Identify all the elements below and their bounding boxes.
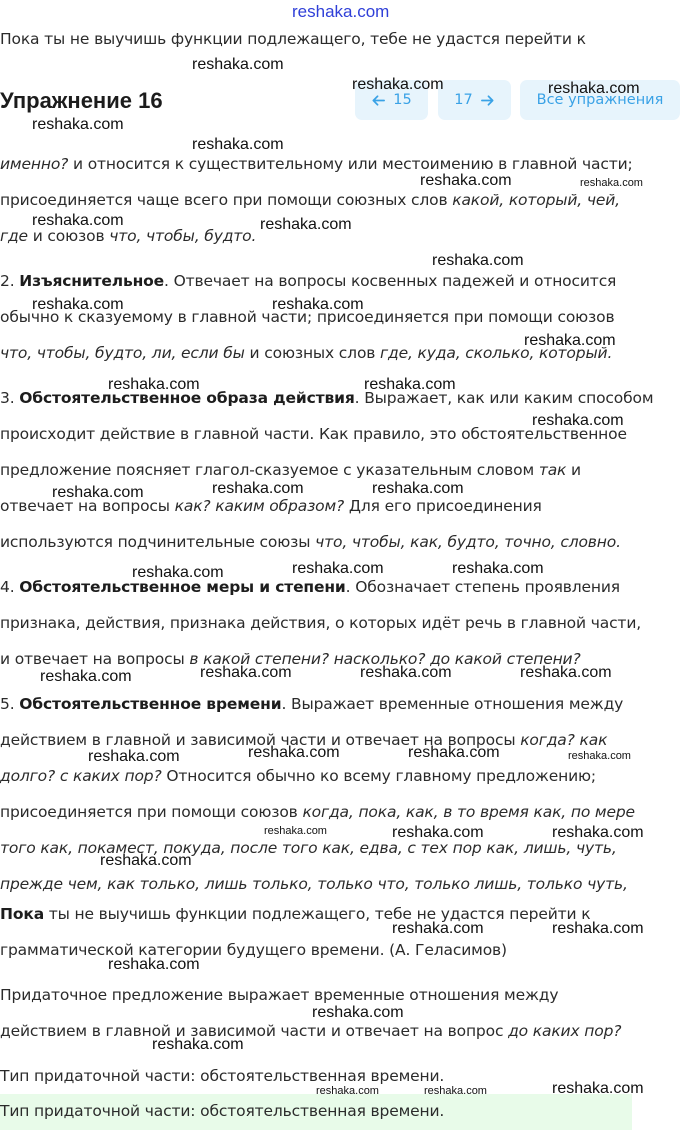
text-italic: что, чтобы, будто. xyxy=(109,227,257,245)
list-number: 3. xyxy=(0,389,20,407)
watermark: reshaka.com xyxy=(524,332,616,349)
text-italic: прежде чем, как только, лишь только, только что, только лишь, только чуть, xyxy=(0,875,628,893)
text-span: происходит действие в главной части. Как правило, это обстоятельственное xyxy=(0,425,627,443)
text-italic: когда, пока, как, в то время как, по мере xyxy=(302,803,635,821)
text-italic: что, чтобы, будто, ли, если бы xyxy=(0,344,245,362)
watermark: reshaka.com xyxy=(292,560,384,577)
text-span: Придаточное предложение выражает временные отношения между xyxy=(0,986,559,1004)
watermark: reshaka.com xyxy=(552,824,644,841)
watermark: reshaka.com xyxy=(248,744,340,761)
text-span: . Отвечает на вопросы косвенных падежей и относится xyxy=(164,272,617,290)
watermark: reshaka.com xyxy=(392,824,484,841)
text-span: ты не выучишь функции подлежащего, тебе не удастся перейти к xyxy=(44,905,591,923)
text-line xyxy=(0,941,507,959)
next-exercise-label: 17 xyxy=(454,92,473,108)
watermark: reshaka.com xyxy=(372,480,464,497)
text-span: Тип придаточной части: обстоятельственная времени. xyxy=(0,1067,445,1085)
watermark: reshaka.com xyxy=(40,668,132,685)
watermark: reshaka.com xyxy=(200,664,292,681)
text-line xyxy=(0,272,616,290)
text-italic: когда? как xyxy=(520,731,608,749)
text-span: присоединяется чаще всего при помощи союзных слов xyxy=(0,191,453,209)
prev-exercise-label: 15 xyxy=(393,92,412,108)
watermark: reshaka.com xyxy=(132,564,224,581)
watermark: reshaka.com xyxy=(360,664,452,681)
text-span: действием в главной и зависимой части и отвечает на вопросы xyxy=(0,731,521,749)
text-span: . Выражает, как или каким способом xyxy=(354,389,654,407)
text-italic: где xyxy=(0,227,28,245)
text-line xyxy=(0,875,628,893)
answer-text xyxy=(0,1102,444,1120)
text-span: и отвечает на вопросы xyxy=(0,650,190,668)
watermark: reshaka.com xyxy=(108,376,200,393)
text-span: и xyxy=(566,461,581,479)
watermark: reshaka.com xyxy=(192,136,284,153)
watermark: reshaka.com xyxy=(108,956,200,973)
text-italic: именно? xyxy=(0,155,69,173)
text-line xyxy=(0,389,653,407)
list-number: 5. xyxy=(0,695,20,713)
watermark: reshaka.com xyxy=(568,750,631,762)
text-span: Пока ты не выучишь функции подлежащего, тебе не удастся перейти к xyxy=(0,30,586,48)
text-line xyxy=(0,461,581,479)
watermark: reshaka.com xyxy=(432,252,524,269)
watermark: reshaka.com xyxy=(272,296,364,313)
watermark: reshaka.com xyxy=(264,825,327,837)
text-italic: до каких пор? xyxy=(508,1022,622,1040)
watermark: reshaka.com xyxy=(312,1004,404,1021)
page-title: Упражнение 16 xyxy=(0,88,163,113)
text-span: Относится обычно ко всему главному предложению; xyxy=(161,767,596,785)
all-exercises-label: Все упражнения xyxy=(536,92,664,108)
term-bold: Пока xyxy=(0,905,45,923)
next-exercise-button[interactable] xyxy=(438,80,511,120)
watermark: reshaka.com xyxy=(364,376,456,393)
watermark: reshaka.com xyxy=(192,56,284,73)
text-line xyxy=(0,803,635,821)
text-line xyxy=(0,839,617,857)
watermark: reshaka.com xyxy=(552,1080,644,1097)
text-italic: того как, покамест, покуда, после того как, едва, с тех пор как, лишь, чуть, xyxy=(0,839,617,857)
watermark: reshaka.com xyxy=(420,172,512,189)
list-number: 4. xyxy=(0,578,20,596)
term-bold: Изъяснительное xyxy=(19,272,165,290)
text-span: и союзов xyxy=(27,227,110,245)
text-line xyxy=(0,905,590,923)
text-italic: в какой степени? насколько? до какой степени? xyxy=(189,650,581,668)
watermark: reshaka.com xyxy=(408,744,500,761)
watermark: reshaka.com xyxy=(152,1036,244,1053)
text-span: действием в главной и зависимой части и отвечает на вопрос xyxy=(0,1022,509,1040)
text-italic: где, куда, сколько, который. xyxy=(380,344,613,362)
text-italic: какой, который, чей, xyxy=(452,191,620,209)
text-span: используются подчинительные союзы xyxy=(0,533,316,551)
watermark: reshaka.com xyxy=(32,296,124,313)
watermark: reshaka.com xyxy=(100,852,192,869)
watermark: reshaka.com xyxy=(212,480,304,497)
text-line xyxy=(0,533,621,551)
text-line xyxy=(0,767,596,785)
text-span: и относится к существительному или местоимению в главной части; xyxy=(68,155,633,173)
text-span: грамматической категории будущего времени. (А. Геласимов) xyxy=(0,941,507,959)
watermark: reshaka.com xyxy=(452,560,544,577)
text-span: . Обозначает степень проявления xyxy=(345,578,620,596)
watermark: reshaka.com xyxy=(424,1085,487,1097)
text-line xyxy=(0,695,623,713)
text-span: Тип придаточной части: обстоятельственная времени. xyxy=(0,1102,445,1120)
text-line xyxy=(0,155,633,173)
watermark: reshaka.com xyxy=(392,920,484,937)
text-span: отвечает на вопросы xyxy=(0,497,175,515)
text-span: обычно к сказуемому в главной части; присоединяется при помощи союзов xyxy=(0,308,615,326)
text-span: предложение поясняет глагол-сказуемое с указательным словом xyxy=(0,461,539,479)
watermark: reshaka.com xyxy=(548,80,640,97)
text-italic: долго? с каких пор? xyxy=(0,767,162,785)
watermark: reshaka.com xyxy=(260,216,352,233)
watermark: reshaka.com xyxy=(316,1085,379,1097)
text-line xyxy=(0,614,641,632)
watermark: reshaka.com xyxy=(520,664,612,681)
text-italic: что, чтобы, как, будто, точно, словно. xyxy=(315,533,621,551)
text-line xyxy=(0,986,558,1004)
text-span: присоединяется при помощи союзов xyxy=(0,803,303,821)
arrow-right-icon xyxy=(480,93,495,108)
arrow-left-icon xyxy=(371,93,386,108)
watermark: reshaka.com xyxy=(580,177,643,189)
top-text-line xyxy=(0,30,586,48)
watermark: reshaka.com xyxy=(32,116,124,133)
text-span: признака, действия, признака действия, о которых идёт речь в главной части, xyxy=(0,614,642,632)
watermark: reshaka.com xyxy=(52,484,144,501)
list-number: 2. xyxy=(0,272,20,290)
watermark: reshaka.com xyxy=(32,212,124,229)
watermark: reshaka.com xyxy=(352,76,444,93)
watermark: reshaka.com xyxy=(532,412,624,429)
text-line xyxy=(0,344,612,362)
text-span: Для его присоединения xyxy=(344,497,542,515)
text-line xyxy=(0,1067,444,1085)
text-span: . Выражает временные отношения между xyxy=(281,695,624,713)
watermark: reshaka.com xyxy=(292,2,390,21)
term-bold: Обстоятельственное образа действия xyxy=(19,389,355,407)
watermark: reshaka.com xyxy=(88,748,180,765)
term-bold: Обстоятельственное меры и степени xyxy=(19,578,346,596)
watermark: reshaka.com xyxy=(552,920,644,937)
text-line xyxy=(0,191,620,209)
text-italic: как? каким образом? xyxy=(174,497,345,515)
text-span: и союзных слов xyxy=(244,344,381,362)
text-line xyxy=(0,1022,621,1040)
term-bold: Обстоятельственное времени xyxy=(19,695,282,713)
text-line xyxy=(0,578,620,596)
text-italic: так xyxy=(538,461,567,479)
